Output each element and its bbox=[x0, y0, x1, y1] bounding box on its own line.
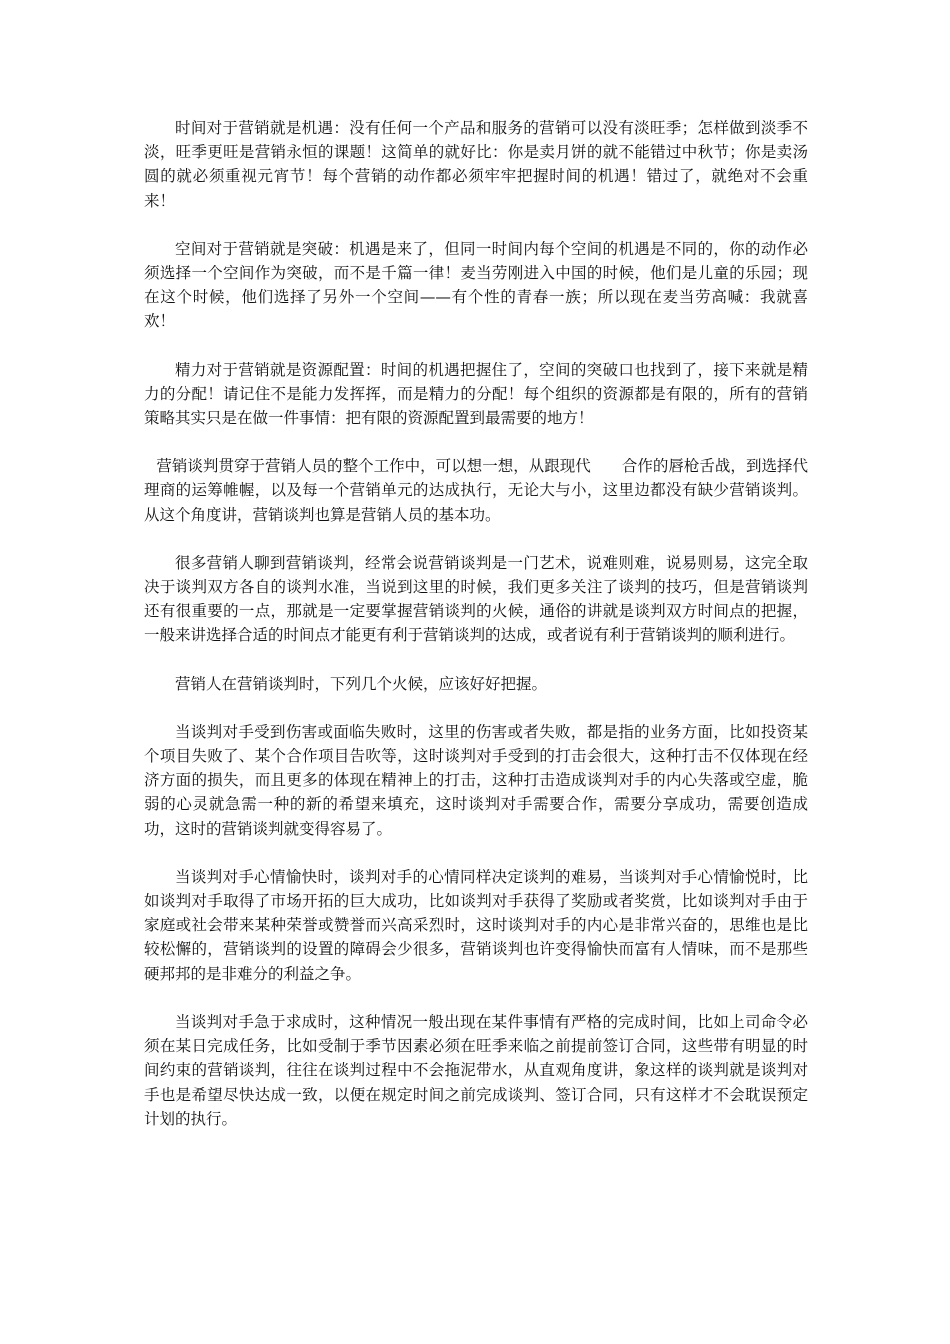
paragraph-time-opportunity: 时间对于营销就是机遇：没有任何一个产品和服务的营销可以没有淡旺季；怎样做到淡季不淡，旺季更旺是营销永恒的课题！这简单的就好比：你是卖月饼的就不能错过中秋节；你是卖汤圆的就必须重视元宵节！每个营销的动作都必须牢牢把握时间的机遇！错过了，就绝对不会重来！ bbox=[144, 119, 808, 210]
paragraph-space-breakthrough: 空间对于营销就是突破：机遇是来了，但同一时间内每个空间的机遇是不同的，你的动作必须选择一个空间作为突破，而不是千篇一律！麦当劳刚进入中国的时候，他们是儿童的乐园；现在这个时候，他们选择了另外一个空间——有个性的青春一族；所以现在麦当劳高喊：我就喜欢！ bbox=[144, 239, 808, 331]
paragraph-happy-mood: 当谈判对手心情愉快时，谈判对手的心情同样决定谈判的难易，当谈判对手心情愉悦时，比如谈判对手取得了市场开拓的巨大成功，比如谈判对手获得了奖励或者奖赏，比如谈判对手由于家庭或社会带来某种荣誉或赞誉而兴高采烈时，这时谈判对手的内心是非常兴奋的，思维也是比较松懈的，营销谈判的设置的障碍会少很多，营销谈判也许变得愉快而富有人情味，而不是那些硬邦邦的是非难分的利益之争。 bbox=[144, 867, 808, 983]
paragraph-negotiation-timing: 很多营销人聊到营销谈判，经常会说营销谈判是一门艺术，说难则难，说易则易，这完全取决于谈判双方各自的谈判水准，当说到这里的时候，我们更多关注了谈判的技巧，但是营销谈判还有很重要的一点，那就是一定要掌握营销谈判的火候，通俗的讲就是谈判双方时间点的把握，一般来讲选择合适的时间点才能更有利于营销谈判的达成，或者说有利于营销谈判的顺利进行。 bbox=[144, 553, 808, 645]
paragraph-eager-for-success: 当谈判对手急于求成时，这种情况一般出现在某件事情有严格的完成时间，比如上司命令必须在某日完成任务，比如受制于季节因素必须在旺季来临之前提前签订合同，这些带有明显的时间约束的营销谈判，往往在谈判过程中不会拖泥带水，从直观角度讲，象这样的谈判就是谈判对手也是希望尽快达成一致，以便在规定时间之前完成谈判、签订合同，只有这样才不会耽误预定计划的执行。 bbox=[144, 1012, 808, 1128]
paragraph-facing-failure: 当谈判对手受到伤害或面临失败时，这里的伤害或者失败，都是指的业务方面，比如投资某个项目失败了、某个合作项目告吹等，这时谈判对手受到的打击会很大，这种打击不仅体现在经济方面的损失，而且更多的体现在精神上的打击，这种打击造成谈判对手的内心失落或空虚，脆弱的心灵就急需一种的新的希望来填充，这时谈判对手需要合作，需要分享成功，需要创造成功，这时的营销谈判就变得容易了。 bbox=[144, 722, 808, 838]
paragraph-negotiation-intro: 营销谈判贯穿于营销人员的整个工作中，可以想一想，从跟现代 合作的唇枪舌战，到选择代理商的运筹帷幄，以及每一个营销单元的达成执行，无论大与小，这里边都没有缺少营销谈判。从这个角度讲，营销谈判也算是营销人员的基本功。 bbox=[144, 457, 808, 524]
paragraph-key-moments: 营销人在营销谈判时，下列几个火候，应该好好把握。 bbox=[175, 674, 548, 693]
paragraph-energy-allocation: 精力对于营销就是资源配置：时间的机遇把握住了，空间的突破口也找到了，接下来就是精力的分配！请记住不是能力发挥挥，而是精力的分配！每个组织的资源都是有限的，所有的营销策略其实只是在做一件事情：把有限的资源配置到最需要的地方！ bbox=[144, 360, 808, 428]
document-page bbox=[144, 116, 808, 1155]
